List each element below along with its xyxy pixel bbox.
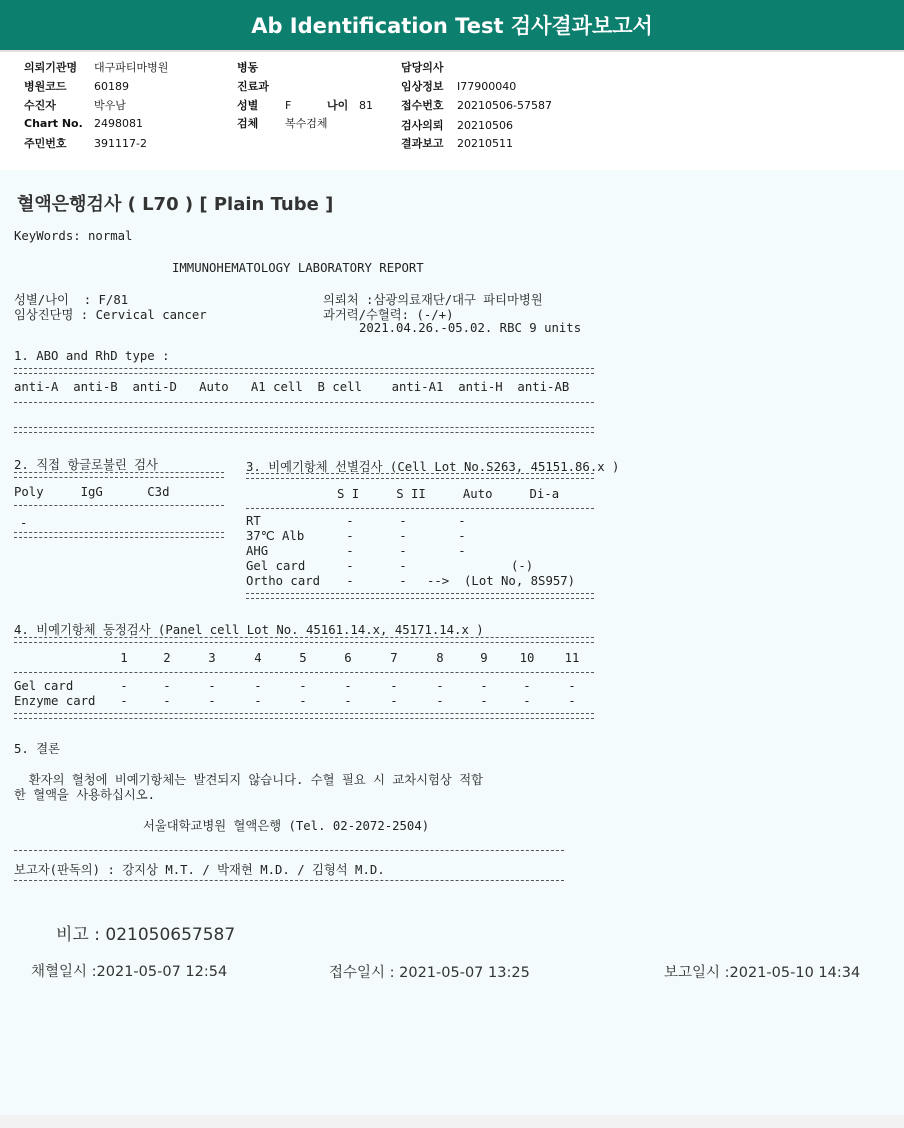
info-accession bbox=[401, 97, 552, 113]
info-label: 의뢰기관명 bbox=[24, 61, 78, 74]
info-age-value: 81 bbox=[359, 99, 373, 112]
screen-row-label: Ortho card bbox=[246, 574, 321, 588]
remark: 비고 : 021050657587 bbox=[56, 925, 236, 945]
dat-result: - bbox=[20, 516, 28, 530]
info-hospital bbox=[24, 59, 168, 75]
info-sex bbox=[237, 97, 373, 113]
info-value: I77900040 bbox=[457, 80, 517, 93]
divider bbox=[14, 672, 594, 673]
info-label: 결과보고 bbox=[401, 137, 444, 150]
divider bbox=[14, 713, 594, 719]
panel-row-label: Enzyme card bbox=[14, 694, 96, 708]
panel-result: - bbox=[390, 679, 398, 693]
panel-result: - bbox=[163, 679, 171, 693]
panel-cell-number: 5 bbox=[299, 651, 307, 665]
info-value: F bbox=[285, 99, 292, 112]
info-chart-no bbox=[24, 117, 143, 130]
sex-age: 성별/나이 : F/81 bbox=[14, 293, 129, 307]
panel-cell-number: 8 bbox=[436, 651, 444, 665]
screen-note: (-) bbox=[511, 559, 534, 573]
report-header-title: Ab Identification Test 검사결과보고서 bbox=[0, 0, 904, 50]
info-label: 병동 bbox=[237, 61, 259, 74]
hospital-contact: 서울대학교병원 혈액은행 (Tel. 02-2072-2504) bbox=[143, 819, 430, 833]
info-age-label: 나이 bbox=[327, 99, 349, 112]
diagnosis: 임상진단명 : Cervical cancer bbox=[14, 308, 207, 322]
divider bbox=[14, 472, 224, 478]
screen-result: - bbox=[346, 514, 354, 528]
reported-time: 보고일시 :2021-05-10 14:34 bbox=[664, 965, 861, 981]
screen-row-label: AHG bbox=[246, 544, 269, 558]
panel-result: - bbox=[344, 694, 352, 708]
screen-result: - bbox=[458, 544, 466, 558]
panel-cell-number: 4 bbox=[254, 651, 262, 665]
screen-result: - bbox=[458, 514, 466, 528]
panel-result: - bbox=[568, 679, 576, 693]
divider bbox=[14, 505, 224, 506]
screen-result: - bbox=[346, 559, 354, 573]
info-label: 병원코드 bbox=[24, 80, 67, 93]
screen-result: - bbox=[346, 574, 354, 588]
reporter: 보고자(판독의) : 강지상 M.T. / 박재현 M.D. / 김형석 M.D. bbox=[14, 863, 385, 877]
section3-title: 3. 비예기항체 선별검사 (Cell Lot No.S263, 45151.86.x ) bbox=[246, 460, 620, 474]
screen-result: - bbox=[399, 514, 407, 528]
info-label: Chart No. bbox=[24, 117, 83, 130]
divider bbox=[246, 508, 594, 509]
panel-cell-number: 9 bbox=[480, 651, 488, 665]
patient-info-panel bbox=[0, 50, 904, 170]
screen-result: - bbox=[458, 529, 466, 543]
info-department bbox=[237, 78, 285, 94]
panel-result: - bbox=[120, 679, 128, 693]
received-time: 접수일시 : 2021-05-07 13:25 bbox=[329, 965, 530, 981]
panel-result: - bbox=[254, 679, 262, 693]
info-value: 20210506-57587 bbox=[457, 99, 552, 112]
panel-cell-number: 3 bbox=[208, 651, 216, 665]
report-body bbox=[0, 170, 904, 1115]
panel-result: - bbox=[390, 694, 398, 708]
info-value: 20210506 bbox=[457, 119, 513, 132]
screen-result: - bbox=[399, 574, 407, 588]
panel-result: - bbox=[568, 694, 576, 708]
transfusion-history-detail: 2021.04.26.-05.02. RBC 9 units bbox=[359, 321, 582, 335]
panel-result: - bbox=[436, 679, 444, 693]
screen-header: S I S II Auto Di-a bbox=[337, 487, 560, 501]
info-label: 성별 bbox=[237, 99, 259, 112]
panel-result: - bbox=[208, 679, 216, 693]
info-resident-no bbox=[24, 135, 147, 151]
section1-title: 1. ABO and RhD type : bbox=[14, 349, 170, 363]
info-label: 접수번호 bbox=[401, 99, 444, 112]
info-ward bbox=[237, 59, 285, 75]
panel-cell-number: 7 bbox=[390, 651, 398, 665]
panel-cell-number: 11 bbox=[564, 651, 580, 665]
screen-result: - bbox=[399, 544, 407, 558]
info-value: 20210511 bbox=[457, 137, 513, 150]
divider bbox=[14, 637, 594, 643]
section2-title: 2. 직접 항글로불린 검사 bbox=[14, 458, 158, 472]
transfusion-history: 과거력/수혈력: (-/+) bbox=[323, 308, 454, 322]
panel-result: - bbox=[163, 694, 171, 708]
divider bbox=[14, 850, 564, 851]
report-title: 혈액은행검사 ( L70 ) [ Plain Tube ] bbox=[17, 194, 334, 215]
conclusion-line2: 한 혈액을 사용하십시오. bbox=[14, 788, 155, 802]
info-value: 대구파티마병원 bbox=[94, 61, 169, 74]
panel-row-label: Gel card bbox=[14, 679, 74, 693]
info-label: 담당의사 bbox=[401, 61, 444, 74]
divider bbox=[14, 532, 224, 538]
dat-header: Poly IgG C3d bbox=[14, 485, 170, 499]
screen-note: --> (Lot No, 8S957) bbox=[427, 574, 576, 588]
screen-result: - bbox=[399, 529, 407, 543]
panel-cell-number: 6 bbox=[344, 651, 352, 665]
info-clinical bbox=[401, 78, 516, 94]
panel-result: - bbox=[208, 694, 216, 708]
panel-cell-number: 1 bbox=[120, 651, 128, 665]
info-value: 2498081 bbox=[94, 117, 143, 130]
screen-result: - bbox=[399, 559, 407, 573]
info-hospital-code bbox=[24, 78, 129, 94]
lab-report-title: IMMUNOHEMATOLOGY LABORATORY REPORT bbox=[172, 261, 424, 275]
panel-result: - bbox=[436, 694, 444, 708]
divider bbox=[14, 368, 594, 374]
info-doctor bbox=[401, 59, 457, 75]
info-request-date bbox=[401, 117, 513, 133]
divider bbox=[246, 473, 594, 479]
screen-row-label: RT bbox=[246, 514, 261, 528]
panel-result: - bbox=[523, 694, 531, 708]
panel-cell-number: 10 bbox=[519, 651, 535, 665]
divider bbox=[246, 593, 594, 599]
info-value: 박우남 bbox=[94, 99, 126, 112]
screen-row-label: 37℃ Alb bbox=[246, 529, 305, 543]
screen-result: - bbox=[346, 529, 354, 543]
info-report-date bbox=[401, 135, 513, 151]
panel-result: - bbox=[254, 694, 262, 708]
info-value: 391117-2 bbox=[94, 137, 147, 150]
divider bbox=[14, 880, 564, 881]
info-value: 60189 bbox=[94, 80, 129, 93]
panel-result: - bbox=[299, 694, 307, 708]
info-value: 복수검체 bbox=[285, 117, 328, 130]
info-label: 임상정보 bbox=[401, 80, 444, 93]
section4-title: 4. 비예기항체 동정검사 (Panel cell Lot No. 45161.14.x, 45171.14.x ) bbox=[14, 623, 484, 637]
panel-result: - bbox=[120, 694, 128, 708]
section5-title: 5. 결론 bbox=[14, 742, 60, 756]
panel-result: - bbox=[480, 694, 488, 708]
screen-result: - bbox=[346, 544, 354, 558]
panel-result: - bbox=[480, 679, 488, 693]
info-specimen bbox=[237, 115, 328, 131]
info-label: 수진자 bbox=[24, 99, 56, 112]
divider bbox=[14, 402, 594, 403]
conclusion-line1: 환자의 혈청에 비예기항체는 발견되지 않습니다. 수혈 필요 시 교차시험상 적합 bbox=[14, 773, 483, 787]
panel-cell-number: 2 bbox=[163, 651, 171, 665]
panel-result: - bbox=[344, 679, 352, 693]
panel-result: - bbox=[523, 679, 531, 693]
collected-time: 채혈일시 :2021-05-07 12:54 bbox=[31, 964, 228, 980]
info-label: 진료과 bbox=[237, 80, 269, 93]
info-patient-name bbox=[24, 97, 126, 113]
info-label: 주민번호 bbox=[24, 137, 67, 150]
panel-result: - bbox=[299, 679, 307, 693]
info-label: 검사의뢰 bbox=[401, 119, 444, 132]
keywords: KeyWords: normal bbox=[14, 229, 133, 243]
screen-row-label: Gel card bbox=[246, 559, 306, 573]
abo-header: anti-A anti-B anti-D Auto A1 cell B cell anti-A1 anti-H anti-AB bbox=[14, 380, 570, 394]
info-label: 검체 bbox=[237, 117, 259, 130]
divider bbox=[14, 427, 594, 433]
requester: 의뢰처 :삼광의료재단/대구 파티마병원 bbox=[323, 293, 543, 307]
